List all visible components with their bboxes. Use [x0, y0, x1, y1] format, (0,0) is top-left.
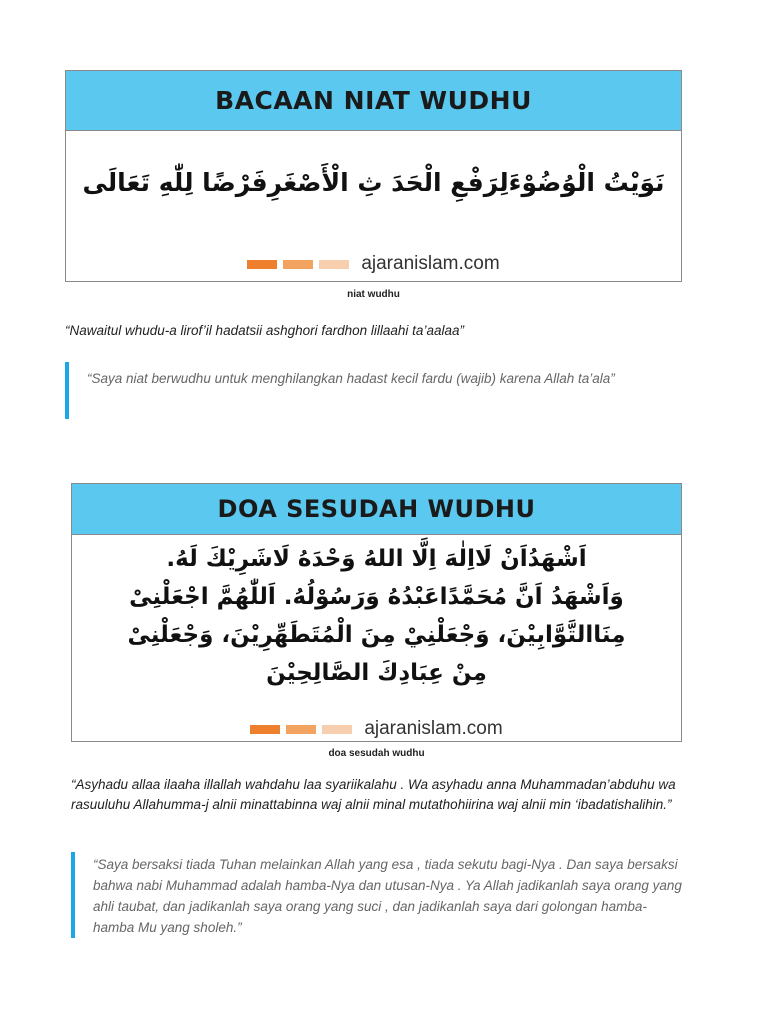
- doa-sesudah-wudhu-card: [71, 483, 682, 742]
- orange-bar-dark: [247, 260, 277, 269]
- watermark-text: ajaranislam.com: [361, 253, 500, 274]
- watermark: [72, 718, 681, 740]
- card-title: DOA SESUDAH WUDHU: [72, 484, 681, 535]
- latin-transliteration: “Nawaitul whudu-a lirof’il hadatsii ashghori fardhon lillaahi ta’aalaa”: [65, 323, 464, 338]
- translation-quote: [65, 362, 685, 419]
- latin-transliteration: “Asyhadu allaa ilaaha illallah wahdahu laa syariikalahu . Wa asyhadu anna Muhammadan’abduhu wa rasuuluhu Allahumma-j alnii minattabinna waj alnii minal mutathohiirina waj alnii min ‘ibadatishalihin.”: [71, 777, 676, 812]
- orange-bar-light: [319, 260, 349, 269]
- orange-bar-mid: [283, 260, 313, 269]
- image-caption: doa sesudah wudhu: [328, 748, 425, 759]
- niat-wudhu-card: [65, 70, 682, 282]
- translation-quote: [71, 852, 686, 938]
- arabic-doa-text: [78, 540, 675, 692]
- arabic-line: اَشْهَدُاَنْ لَااِلٰهَ اِلَّا اللهُ وَحْدَهُ لَاشَرِيْكَ لَهُ.: [166, 546, 587, 572]
- arabic-niat-text: نَوَيْتُ الْوُضُوْءَلِرَفْعِ الْحَدَ ثِ الْأَصْغَرِفَرْضًا لِلّٰهِ تَعَالَى: [82, 168, 665, 197]
- orange-bar-dark: [250, 725, 280, 734]
- image-caption: niat wudhu: [347, 289, 400, 300]
- translation-text: “Saya bersaksi tiada Tuhan melainkan Allah yang esa , tiada sekutu bagi-Nya . Dan saya bersaksi bahwa nabi Muhammad adalah hamba-Nya dan utusan-Nya . Ya Allah jadikanlah saya orang yang ahli taubat, dan jadikanlah saya orang yang suci , dan jadikanlah saya dari golongan hamba-hamba Mu yang sholeh.”: [93, 857, 682, 935]
- arabic-line: مِنْ عِبَادِكَ الصَّالِحِيْنَ: [266, 660, 487, 686]
- arabic-line: وَاَشْهَدُ اَنَّ مُحَمَّدًاعَبْدُهُ وَرَسُوْلُهُ. اَللّٰهُمَّ اجْعَلْنِىْ: [129, 584, 624, 610]
- arabic-line: مِنَاالتَّوَّابِيْنَ، وَجْعَلْنِيْ مِنَ الْمُتَطَهِّرِيْنَ، وَجْعَلْنِىْ: [127, 622, 626, 648]
- orange-bar-light: [322, 725, 352, 734]
- orange-bar-mid: [286, 725, 316, 734]
- watermark: [66, 253, 681, 275]
- translation-text: “Saya niat berwudhu untuk menghilangkan hadast kecil fardu (wajib) karena Allah ta’ala”: [87, 371, 615, 386]
- card-title: BACAAN NIAT WUDHU: [66, 71, 681, 131]
- watermark-text: ajaranislam.com: [364, 718, 503, 739]
